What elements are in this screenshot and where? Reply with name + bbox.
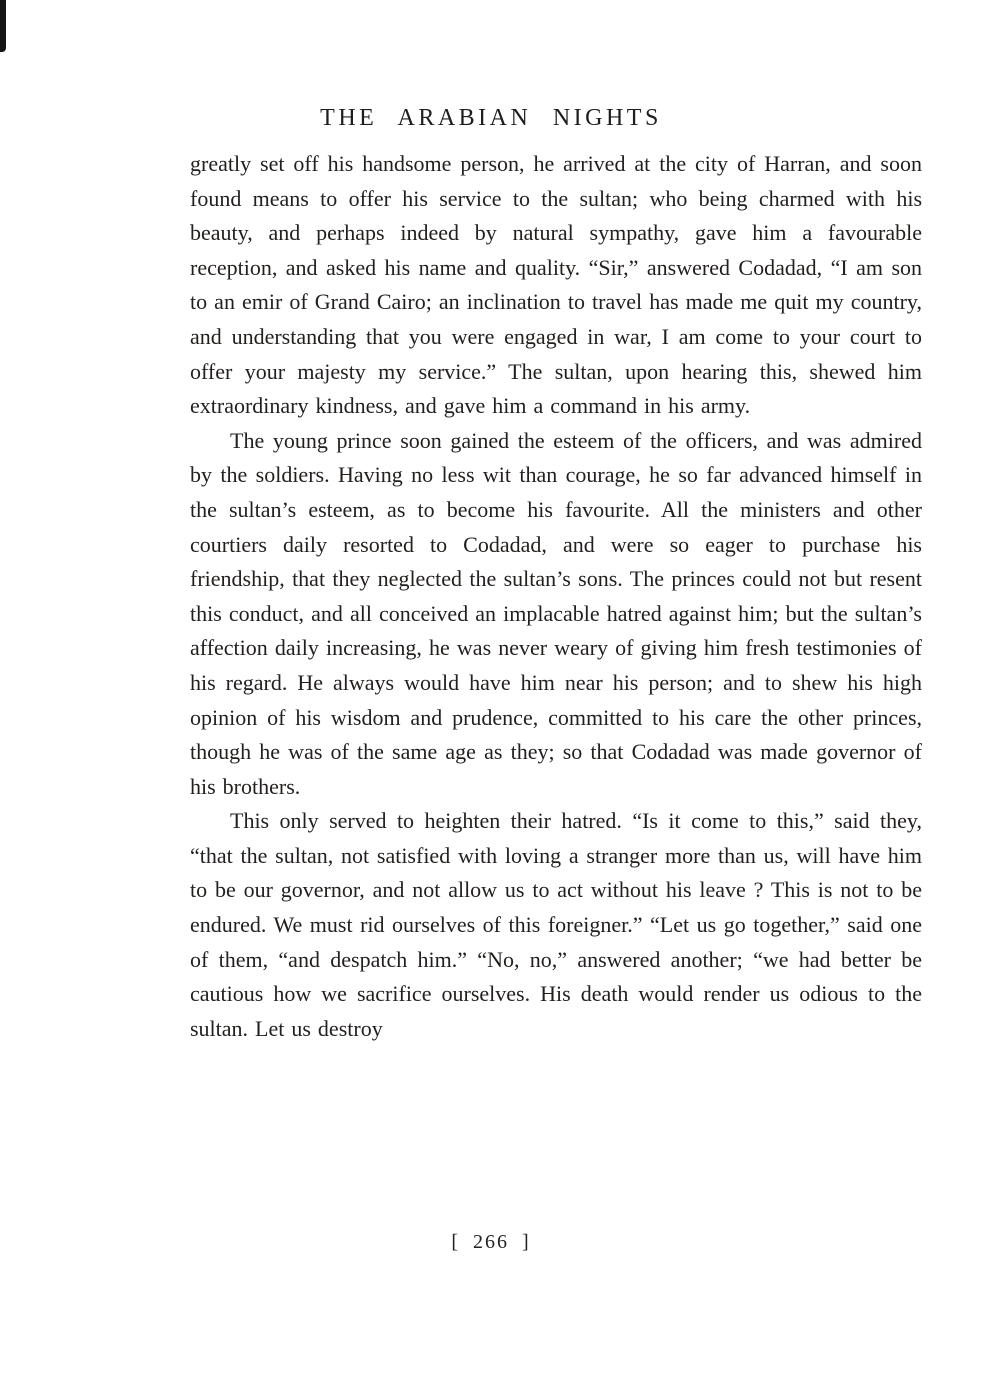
body-text [190,147,922,1046]
page-number: [ 266 ] [451,1231,531,1253]
page-title: THE ARABIAN NIGHTS [320,105,662,131]
scan-edge-artifact [0,0,6,52]
paragraph: greatly set off his handsome person, he arrived at the city of Harran, and soon found means to offer his service to the sultan; who being charmed with his beauty, and perhaps indeed by natural sympathy, gave him a favourable reception, and asked his name and quality. “Sir,” answered Codadad, “I am son to an emir of Grand Cairo; an inclination to travel has made me quit my country, and understanding that you were engaged in war, I am come to your court to offer your majesty my service.” The sultan, upon hearing this, shewed him extraordinary kindness, and gave him a command in his army. [190,151,922,419]
paragraph: The young prince soon gained the esteem of the officers, and was admired by the soldiers. Having no less wit than courage, he so far advanced himself in the sultan’s esteem, as to become his favourite. All the ministers and other courtiers daily resorted to Codadad, and were so eager to purchase his friendship, that they neglected the sultan’s sons. The princes could not but resent this conduct, and all conceived an implacable hatred against him; but the sultan’s affection daily increasing, he was never weary of giving him fresh testimonies of his regard. He always would have him near his person; and to shew his high opinion of his wisdom and prudence, committed to his care the other princes, though he was of the same age as they; so that Codadad was made governor of his brothers. [190,427,922,799]
paragraph: This only served to heighten their hatred. “Is it come to this,” said they, “that the sultan, not satisfied with loving a stranger more than us, will have him to be our governor, and not allow us to act without his leave ? This is not to be endured. We must rid ourselves of this foreigner.” “Let us go together,” said one of them, “and despatch him.” “No, no,” answered another; “we had better be cautious how we sacrifice ourselves. His death would render us odious to the sultan. Let us destroy [190,808,922,1041]
